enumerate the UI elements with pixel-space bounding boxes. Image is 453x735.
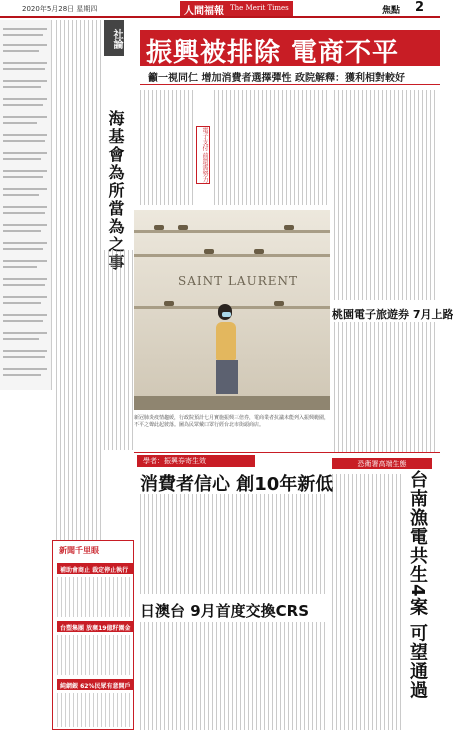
issue-date: 2020年5月28日 星期四: [22, 5, 98, 13]
page-number: 2: [415, 0, 425, 15]
lead-headline-banner: [140, 30, 440, 66]
middle-story-kicker: 學者：振興券寄生效: [137, 455, 255, 467]
right-story-kicker: 恐衛署高端生態: [332, 458, 432, 469]
logo-chinese: 人間福報: [180, 1, 228, 16]
storefront-sign: SAINT LAURENT: [178, 274, 298, 288]
editorial-title: 海基會為所當為之事: [106, 110, 125, 272]
lead-body-col-3: [334, 90, 438, 300]
news-brief-box: [52, 540, 134, 730]
editorial-body-2: [104, 250, 134, 450]
lead-body-col-2: [214, 90, 330, 205]
lead-sidebar-box: 電子支付 前還需努力: [196, 126, 210, 184]
side-story-body: [334, 322, 438, 452]
newspaper-logo: [180, 1, 293, 16]
editorial-tag: 社論: [104, 20, 124, 56]
news-brief-item: 補助會商止 裁定停止執行: [57, 563, 133, 574]
masthead: [0, 0, 440, 18]
right-story-headline: 台南漁電共生4案 可望通過: [407, 470, 428, 700]
lead-photo: [134, 210, 330, 410]
news-brief-title: 新聞千里眼: [59, 546, 99, 555]
news-brief-item: 純網銀 62%民眾有意開戶: [57, 679, 133, 690]
lead-body-col-1: [140, 90, 194, 205]
photo-caption: 新冠肺炎疫情趨緩，行政院預計七月實施振興三倍券，電商業者抗議未能列入振興範圍，不平之聲此起彼落。圖為民眾戴口罩行經台北市街頭商店。: [134, 415, 330, 428]
right-story-body: [332, 474, 402, 730]
news-brief-item: 台塑集團 放棄19億籽園金: [57, 621, 133, 632]
lead-subhead: 籲一視同仁 增加消費者選擇彈性 政院解釋：獲利相對較好: [148, 73, 405, 84]
lower-story-body: [140, 622, 326, 730]
editorial-body: [56, 20, 102, 540]
section-name: 焦點: [382, 6, 401, 16]
lead-headline: 振興被排除 電商不平: [146, 38, 400, 68]
logo-english: The Merit Times: [228, 1, 293, 16]
side-story-headline: 桃園電子旅遊券 7月上路: [332, 308, 453, 321]
middle-story-headline: 消費者信心 創10年新低: [140, 474, 334, 495]
lower-story-headline: 日澳台 9月首度交換CRS: [140, 602, 310, 620]
classified-ad-strip: [0, 20, 52, 390]
middle-story-body: [140, 494, 326, 594]
